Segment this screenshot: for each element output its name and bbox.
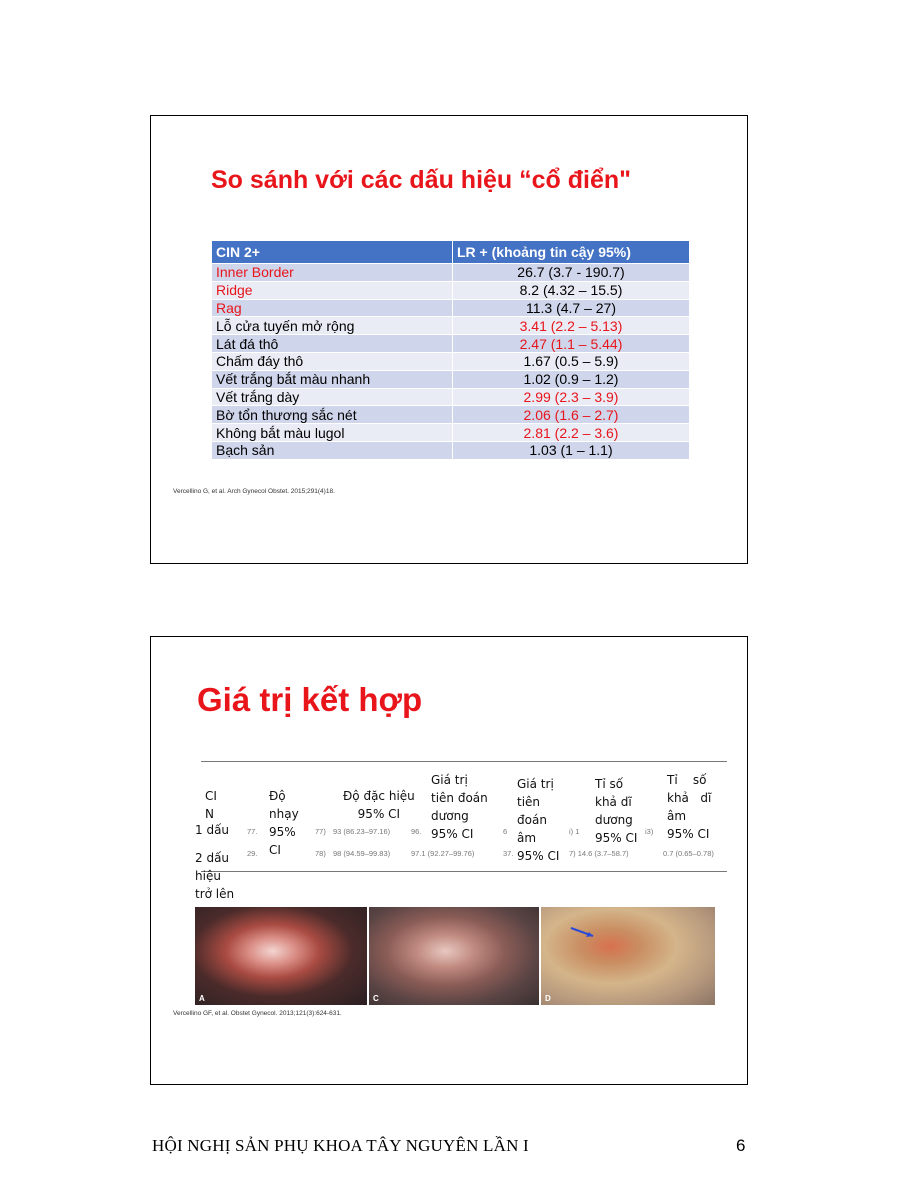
slide-1 xyxy=(150,115,748,564)
row1-c2: 77) xyxy=(315,827,326,836)
table-row xyxy=(212,388,690,406)
slide-1-title: So sánh với các dấu hiệu “cổ điển" xyxy=(211,166,632,194)
row-lr-value: 2.47 (1.1 – 5.44) xyxy=(453,335,690,353)
row1-c3: 93 (86.23–97.16) xyxy=(333,827,391,836)
row2-c4: 97.1 (92.27–99.76) xyxy=(411,849,475,858)
row-lr-value: 3.41 (2.2 – 5.13) xyxy=(453,317,690,335)
row-lr-value: 1.02 (0.9 – 1.2) xyxy=(453,370,690,388)
table-row xyxy=(212,317,690,335)
slide-2 xyxy=(150,636,748,1085)
table-row xyxy=(212,406,690,424)
row1-c1: 77. xyxy=(247,827,258,836)
row-criterion: Inner Border xyxy=(212,264,453,282)
table-row xyxy=(212,299,690,317)
row2-c1: 29. xyxy=(247,849,258,858)
row-criterion: Chấm đáy thô xyxy=(212,352,453,370)
row-lr-value: 1.67 (0.5 – 5.9) xyxy=(453,352,690,370)
page-number: 6 xyxy=(736,1136,746,1155)
row2-c7: 0.7 (0.65–0.78) xyxy=(663,849,714,858)
header-lr: LR + (khoảng tin cậy 95%) xyxy=(453,241,690,264)
slide-2-citation: Vercellino GF, et al. Obstet Gynecol. 2013;121(3):624-631. xyxy=(173,1010,342,1017)
row-criterion: Vết trắng bắt màu nhanh xyxy=(212,370,453,388)
table-row xyxy=(212,352,690,370)
row-criterion: Rag xyxy=(212,299,453,317)
row1-c5: 6 xyxy=(503,827,508,836)
table-header-row xyxy=(212,241,690,264)
photo-label-c: C xyxy=(373,994,379,1003)
header-sensitivity: Độ nhạy 95% CI xyxy=(269,789,299,857)
row-lr-value: 11.3 (4.7 – 27) xyxy=(453,299,690,317)
row2-c2: 78) xyxy=(315,849,326,858)
row2-c6: 7) 14.6 (3.7–58.7) xyxy=(569,849,629,858)
slide-1-citation: Vercellino G, et al. Arch Gynecol Obstet. 2015;291(4)18. xyxy=(173,488,335,495)
header-cin: CIN 2+ xyxy=(212,241,453,264)
table-row xyxy=(212,441,690,459)
row-criterion: Bạch sản xyxy=(212,441,453,459)
row-lr-value: 2.06 (1.6 – 2.7) xyxy=(453,406,690,424)
footer-conference-title: HỘI NGHỊ SẢN PHỤ KHOA TÂY NGUYÊN LẦN I xyxy=(152,1136,529,1155)
slide-2-title: Giá trị kết hợp xyxy=(197,681,423,718)
row-criterion: Không bắt màu lugol xyxy=(212,424,453,442)
header-npv: Giá trị tiên đoán âm 95% CI xyxy=(517,777,560,863)
row-label-2: 2 dấu hiệu trở lên xyxy=(195,851,235,901)
row1-c4: 96. xyxy=(411,827,422,836)
row-lr-value: 2.99 (2.3 – 3.9) xyxy=(453,388,690,406)
lr-table-body xyxy=(212,264,690,460)
header-ppv: Giá trị tiên đoán dương 95% CI xyxy=(431,773,488,841)
row-lr-value: 8.2 (4.32 – 15.5) xyxy=(453,281,690,299)
lr-comparison-table xyxy=(211,240,690,460)
header-specificity: Độ đặc hiệu 95% CI xyxy=(343,789,415,821)
combined-value-table xyxy=(195,761,727,911)
row-lr-value: 1.03 (1 – 1.1) xyxy=(453,441,690,459)
header-plr: Tỉ số khả dĩ dương 95% CI xyxy=(595,777,638,845)
table-row xyxy=(212,281,690,299)
colposcopy-photos xyxy=(195,907,715,1005)
colposcopy-photo-d xyxy=(541,907,715,1005)
photo-label-d: D xyxy=(545,994,551,1003)
header-nlr: Tỉ số khả dĩ âm 95% CI xyxy=(667,773,712,841)
table-row xyxy=(212,264,690,282)
photo-label-a: A xyxy=(199,994,205,1003)
row-lr-value: 26.7 (3.7 - 190.7) xyxy=(453,264,690,282)
row1-c7: i3) xyxy=(645,827,654,836)
table-bottom-rule xyxy=(201,871,727,872)
arrow-icon xyxy=(569,925,599,939)
table-row xyxy=(212,370,690,388)
row-lr-value: 2.81 (2.2 – 3.6) xyxy=(453,424,690,442)
row-criterion: Bờ tổn thương sắc nét xyxy=(212,406,453,424)
table-row xyxy=(212,424,690,442)
row-criterion: Ridge xyxy=(212,281,453,299)
row-criterion: Lát đá thô xyxy=(212,335,453,353)
row2-c3: 98 (94.59–99.83) xyxy=(333,849,391,858)
table-top-rule xyxy=(201,761,727,762)
row2-c5: 37. xyxy=(503,849,514,858)
row1-c6: i) 1 xyxy=(569,827,580,836)
table-row xyxy=(212,335,690,353)
colposcopy-photo-c xyxy=(369,907,539,1005)
colposcopy-photo-a xyxy=(195,907,367,1005)
header-cin-n: CI N xyxy=(205,789,217,821)
row-criterion: Lỗ cửa tuyến mở rộng xyxy=(212,317,453,335)
row-label-1: 1 dấu xyxy=(195,823,230,837)
row-criterion: Vết trắng dày xyxy=(212,388,453,406)
